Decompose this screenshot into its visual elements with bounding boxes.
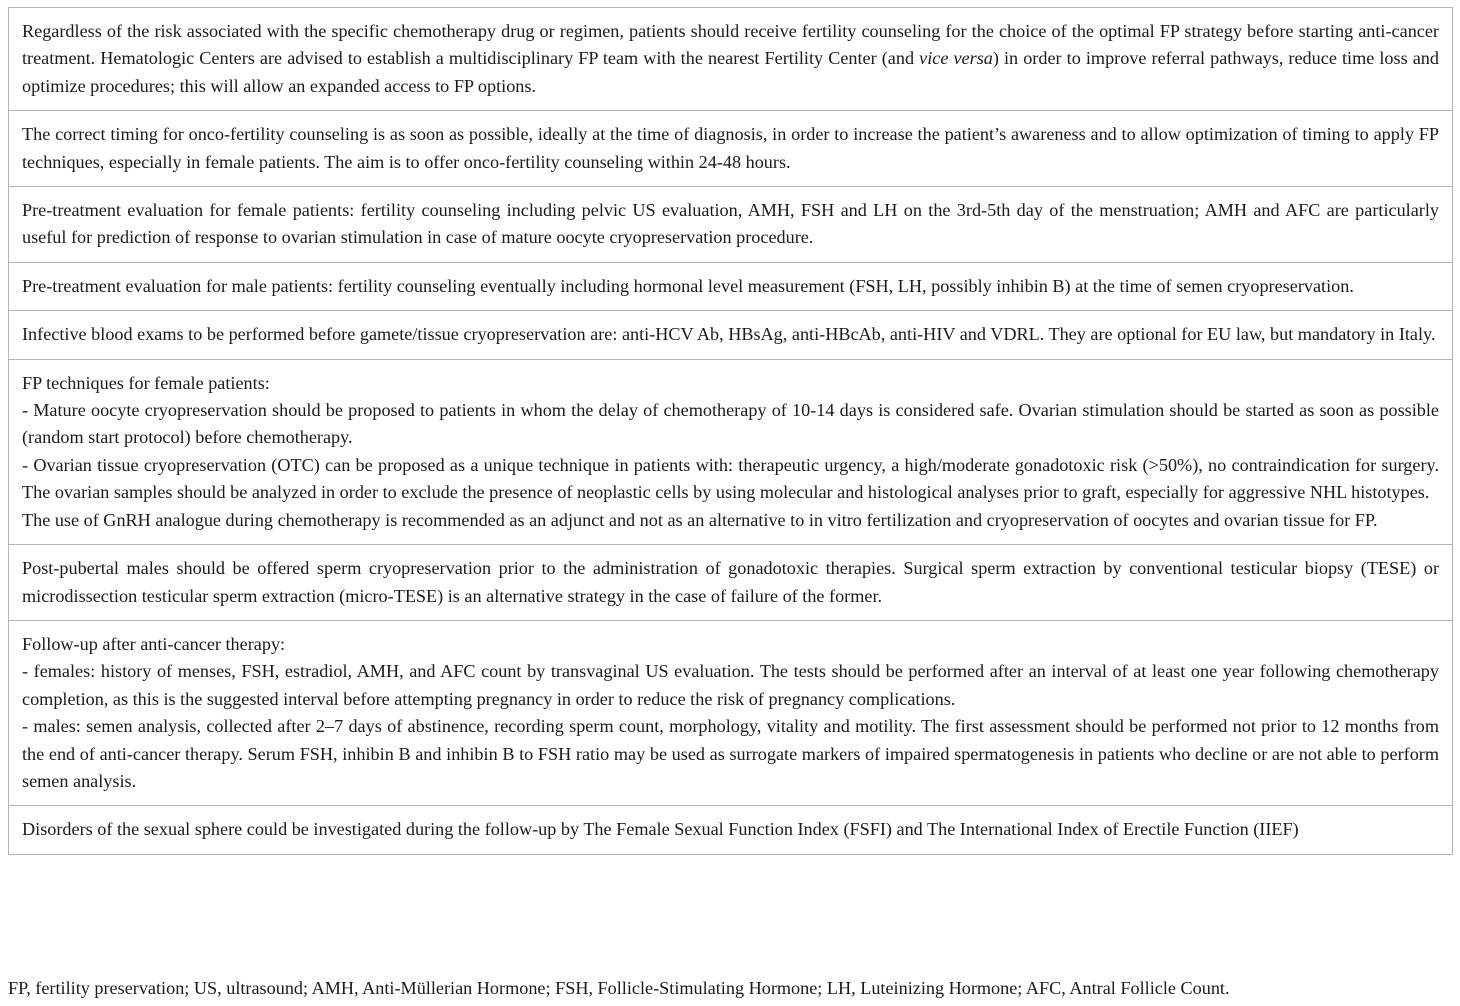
table-row: [9, 359, 1453, 544]
table-row: [9, 620, 1453, 805]
cell-text: The correct timing for onco-fertility counseling is as soon as possible, ideally at the time of diagnosis, in order to increase the patient’s awareness and to allow optimization of timing to apply FP techniques, especially in female patients. The aim is to offer onco-fertility counseling within 24-48 hours.: [22, 124, 1439, 172]
cell-text: Pre-treatment evaluation for female patients: fertility counseling including pelvic US evaluation, AMH, FSH and LH on the 3rd-5th day of the menstruation; AMH and AFC are particularly useful for prediction of response to ovarian stimulation in case of mature oocyte cryopreservation procedure.: [22, 200, 1439, 248]
cell-line: - Mature oocyte cryopreservation should be proposed to patients in whom the delay of chemotherapy of 10-14 days is considered safe. Ovarian stimulation should be started as soon as possible (random start protocol) before chemotherapy.: [22, 400, 1439, 448]
table-cell: [9, 620, 1453, 805]
cell-line: The use of GnRH analogue during chemotherapy is recommended as an adjunct and not as an alternative to in vitro fertilization and cryopreservation of oocytes and ovarian tissue for FP.: [22, 509, 1378, 530]
table-cell: [9, 545, 1453, 621]
table-row: [9, 8, 1453, 111]
cell-text: ) in order to improve referral pathways, reduce time loss and optimize procedures; this will allow an expanded access to FP options.: [22, 48, 1439, 96]
table-cell: [9, 187, 1453, 263]
table-cell: [9, 262, 1453, 310]
cell-italic-text: vice versa: [919, 48, 993, 69]
cell-text: Disorders of the sexual sphere could be investigated during the follow-up by The Female Sexual Function Index (FSFI) and The International Index of Erectile Function (IIEF): [22, 819, 1299, 840]
cell-text: Pre-treatment evaluation for male patients: fertility counseling eventually including hormonal level measurement (FSH, LH, possibly inhibin B) at the time of semen cryopreservation.: [22, 275, 1354, 296]
table-row: [9, 545, 1453, 621]
cell-text: Post-pubertal males should be offered sperm cryopreservation prior to the administration of gonadotoxic therapies. Surgical sperm extraction by conventional testicular biopsy (TESE) or microdissection testicular sperm extraction (micro-TESE) is an alternative strategy in the case of failure of the former.: [22, 558, 1439, 606]
cell-line: - females: history of menses, FSH, estradiol, AMH, and AFC count by transvaginal US evaluation. The tests should be performed after an interval of at least one year following chemotherapy completion, as this is the suggested interval before attempting pregnancy in order to reduce the risk of pregnancy complications.: [22, 661, 1439, 709]
recommendations-table: [8, 7, 1453, 855]
table-cell: [9, 111, 1453, 187]
table-cell: [9, 806, 1453, 854]
table-cell: [9, 311, 1453, 359]
cell-line: - males: semen analysis, collected after 2–7 days of abstinence, recording sperm count, morphology, vitality and motility. The first assessment should be performed not prior to 12 months from the end of anti-cancer therapy. Serum FSH, inhibin B and inhibin B to FSH ratio may be used as surrogate markers of impaired spermatogenesis in patients who decline or are not able to perform semen analysis.: [22, 716, 1439, 791]
cell-text: Infective blood exams to be performed before gamete/tissue cryopreservation are: anti-HCV Ab, HBsAg, anti-HBcAb, anti-HIV and VDRL. They are optional for EU law, but mandatory in Italy.: [22, 324, 1436, 345]
cell-line: Follow-up after anti-cancer therapy:: [22, 633, 286, 654]
cell-text: Regardless of the risk associated with the specific chemotherapy drug or regimen, patients should receive fertility counseling for the choice of the optimal FP strategy before starting anti-cancer treatment. Hematologic Centers are advised to establish a multidisciplinary FP team with the nearest Fertility Center (and: [22, 21, 1439, 69]
table-row: [9, 311, 1453, 359]
table-row: [9, 111, 1453, 187]
table-cell: [9, 359, 1453, 544]
table-footnote: FP, fertility preservation; US, ultrasound; AMH, Anti-Müllerian Hormone; FSH, Follicle-Stimulating Hormone; LH, Luteinizing Hormone; AFC, Antral Follicle Count.: [8, 978, 1230, 998]
cell-line: FP techniques for female patients:: [22, 372, 270, 393]
table-row: [9, 262, 1453, 310]
table-row: [9, 187, 1453, 263]
table-cell: [9, 8, 1453, 111]
table-row: [9, 806, 1453, 854]
cell-line: - Ovarian tissue cryopreservation (OTC) can be proposed as a unique technique in patients with: therapeutic urgency, a high/moderate gonadotoxic risk (>50%), no contraindication for surgery. The ovarian samples should be analyzed in order to exclude the presence of neoplastic cells by using molecular and histological analyses prior to graft, especially for aggressive NHL histotypes.: [22, 454, 1439, 503]
